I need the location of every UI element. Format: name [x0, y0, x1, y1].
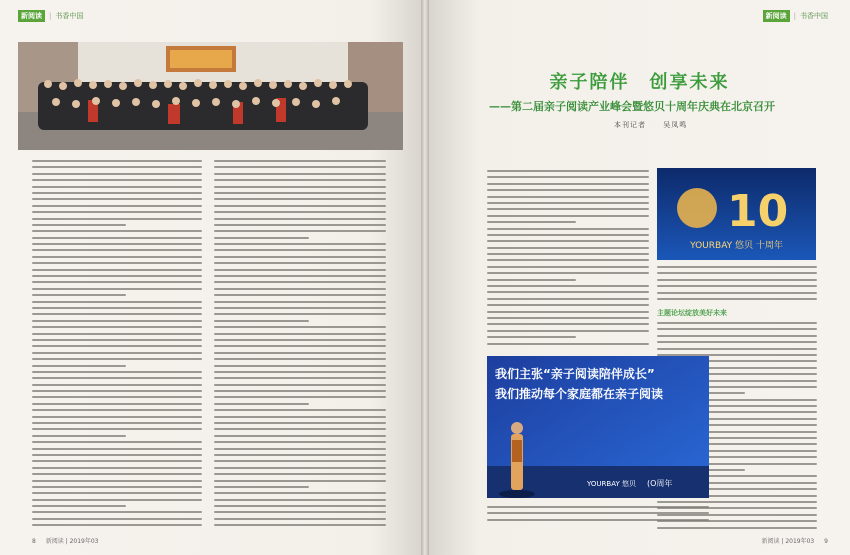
text-line — [487, 170, 649, 172]
text-line — [487, 208, 649, 210]
text-line — [214, 179, 386, 181]
footer-text: 新阅读 | 2019年03 — [761, 538, 815, 545]
right-text-column-2a — [657, 266, 817, 306]
text-line — [32, 409, 202, 411]
text-line — [32, 396, 202, 398]
text-line — [32, 390, 202, 392]
text-line — [32, 345, 202, 347]
text-line — [657, 298, 817, 300]
text-line — [487, 512, 709, 514]
text-line — [214, 173, 386, 175]
text-line — [32, 473, 202, 475]
article-title: 亲子陪伴 创享未来 — [549, 72, 730, 93]
text-line — [32, 320, 202, 322]
text-line — [487, 176, 649, 178]
text-line — [214, 262, 386, 264]
text-line — [214, 518, 386, 520]
poster-caption: YOURBAY 悠贝 十周年 — [690, 241, 783, 251]
byline — [614, 120, 701, 130]
text-line — [214, 281, 386, 283]
text-line — [487, 253, 649, 255]
page-number: 9 — [824, 538, 828, 545]
text-line — [32, 288, 202, 290]
text-line — [32, 454, 202, 456]
text-line — [214, 365, 386, 367]
text-line — [487, 183, 649, 185]
banner-logo: YOURBAY 悠贝 — [587, 480, 636, 488]
text-line — [214, 416, 386, 418]
text-line — [657, 285, 817, 287]
text-line — [32, 224, 126, 226]
text-line — [214, 473, 386, 475]
text-line — [32, 352, 202, 354]
text-line — [487, 291, 649, 293]
left-text-column-1 — [32, 160, 202, 530]
text-line — [214, 403, 309, 405]
text-line — [214, 288, 386, 290]
text-line — [487, 228, 649, 230]
text-line — [214, 384, 386, 386]
text-line — [32, 198, 202, 200]
article-subtitle: ——第二届亲子阅读产业峰会暨悠贝十周年庆典在北京召开 — [489, 100, 775, 113]
text-line — [487, 506, 709, 508]
text-line — [32, 441, 202, 443]
text-line — [32, 339, 202, 341]
text-line — [214, 352, 386, 354]
text-line — [32, 467, 202, 469]
right-text-bottom — [487, 506, 709, 528]
byline-role: 本刊记者 — [614, 121, 646, 129]
group-photo — [18, 42, 403, 150]
text-line — [487, 221, 576, 223]
text-line — [657, 279, 817, 281]
left-page — [0, 0, 421, 555]
text-line — [214, 237, 309, 239]
text-line — [32, 460, 202, 462]
text-line — [214, 339, 386, 341]
section-label: 书香中国 — [55, 12, 84, 20]
text-line — [487, 519, 709, 521]
text-line — [32, 416, 202, 418]
text-line — [214, 320, 309, 322]
text-line — [214, 186, 386, 188]
text-line — [214, 249, 386, 251]
text-line — [487, 323, 649, 325]
text-line — [214, 243, 386, 245]
text-line — [32, 262, 202, 264]
text-line — [32, 281, 202, 283]
text-line — [32, 358, 202, 360]
anniversary-poster-image — [657, 168, 816, 260]
text-line — [487, 298, 649, 300]
text-line — [214, 192, 386, 194]
text-line — [32, 403, 202, 405]
text-line — [214, 454, 386, 456]
text-line — [32, 294, 126, 296]
text-line — [32, 505, 126, 507]
text-line — [487, 285, 649, 287]
text-line — [214, 301, 386, 303]
text-line — [32, 275, 202, 277]
text-line — [32, 480, 202, 482]
page-number: 8 — [32, 538, 36, 545]
text-line — [32, 249, 202, 251]
text-line — [32, 371, 202, 373]
text-line — [214, 230, 386, 232]
magazine-logo: 新阅读 — [18, 10, 45, 22]
text-line — [487, 317, 649, 319]
text-line — [32, 486, 202, 488]
text-line — [32, 243, 202, 245]
text-line — [32, 524, 202, 526]
text-line — [657, 341, 817, 343]
text-line — [32, 237, 202, 239]
text-line — [32, 269, 202, 271]
text-line — [487, 202, 649, 204]
text-line — [214, 390, 386, 392]
right-page-header: 新阅读 | 书香中国 — [763, 10, 828, 22]
text-line — [214, 486, 309, 488]
section-heading: 主题论坛绽放美好未来 — [657, 309, 727, 317]
text-line — [214, 428, 386, 430]
text-line — [32, 435, 126, 437]
text-line — [32, 492, 202, 494]
text-line — [32, 518, 202, 520]
text-line — [487, 234, 649, 236]
text-line — [214, 467, 386, 469]
text-line — [214, 524, 386, 526]
text-line — [214, 269, 386, 271]
text-line — [487, 247, 649, 249]
text-line — [214, 345, 386, 347]
text-line — [214, 275, 386, 277]
text-line — [487, 336, 576, 338]
spine-gutter — [421, 0, 429, 555]
text-line — [32, 448, 202, 450]
text-line — [487, 240, 649, 242]
text-line — [487, 189, 649, 191]
text-line — [487, 196, 649, 198]
text-line — [657, 328, 817, 330]
text-line — [32, 192, 202, 194]
text-line — [32, 384, 202, 386]
right-page-footer — [762, 536, 829, 545]
text-line — [32, 230, 202, 232]
section-label: 书香中国 — [800, 12, 828, 20]
text-line — [214, 435, 386, 437]
text-line — [214, 377, 386, 379]
speaker-stage-photo — [487, 356, 709, 498]
text-line — [657, 292, 817, 294]
text-line — [32, 211, 202, 213]
text-line — [32, 307, 202, 309]
text-line — [214, 409, 386, 411]
text-line — [214, 358, 386, 360]
text-line — [487, 215, 649, 217]
poster-big-number: 10 — [727, 186, 789, 237]
text-line — [214, 313, 386, 315]
text-line — [32, 173, 202, 175]
text-line — [32, 333, 202, 335]
text-line — [487, 311, 649, 313]
text-line — [214, 396, 386, 398]
text-line — [214, 205, 386, 207]
text-line — [214, 499, 386, 501]
text-line — [657, 335, 817, 337]
text-line — [214, 492, 386, 494]
text-line — [657, 272, 817, 274]
text-line — [214, 160, 386, 162]
text-line — [214, 441, 386, 443]
text-line — [32, 422, 202, 424]
left-page-footer — [32, 536, 99, 545]
text-line — [32, 499, 202, 501]
byline-name: 吴凤鸣 — [663, 121, 688, 129]
text-line — [32, 301, 202, 303]
footer-text: 新阅读 | 2019年03 — [45, 538, 99, 545]
text-line — [32, 179, 202, 181]
text-line — [657, 501, 817, 503]
text-line — [32, 186, 202, 188]
text-line — [214, 218, 386, 220]
text-line — [214, 326, 386, 328]
text-line — [657, 348, 817, 350]
text-line — [487, 304, 649, 306]
text-line — [214, 294, 386, 296]
banner-line-1: 我们主张“亲子阅读陪伴成长” — [495, 367, 655, 381]
text-line — [657, 266, 817, 268]
right-text-column-1 — [487, 170, 649, 350]
text-line — [487, 272, 649, 274]
text-line — [214, 422, 386, 424]
text-line — [487, 266, 649, 268]
text-line — [214, 198, 386, 200]
text-line — [214, 511, 386, 513]
text-line — [214, 307, 386, 309]
text-line — [32, 326, 202, 328]
text-line — [214, 371, 386, 373]
text-line — [214, 333, 386, 335]
text-line — [32, 428, 202, 430]
text-line — [214, 448, 386, 450]
text-line — [32, 377, 202, 379]
text-line — [32, 256, 202, 258]
text-line — [32, 218, 202, 220]
banner-line-2: 我们推动每个家庭都在亲子阅读 — [495, 387, 664, 401]
text-line — [32, 160, 202, 162]
banner-tag: (O周年 — [647, 479, 673, 488]
text-line — [214, 224, 386, 226]
text-line — [32, 365, 126, 367]
text-line — [657, 322, 817, 324]
text-line — [214, 256, 386, 258]
text-line — [214, 460, 386, 462]
text-line — [487, 330, 649, 332]
magazine-logo: 新阅读 — [763, 10, 790, 22]
text-line — [487, 259, 649, 261]
text-line — [32, 313, 202, 315]
text-line — [32, 166, 202, 168]
text-line — [214, 211, 386, 213]
text-line — [214, 505, 386, 507]
text-line — [32, 511, 202, 513]
left-text-column-2 — [214, 160, 386, 530]
text-line — [214, 480, 386, 482]
text-line — [487, 343, 649, 345]
text-line — [487, 279, 576, 281]
right-page — [429, 0, 850, 555]
text-line — [32, 205, 202, 207]
left-page-header: 新阅读 | 书香中国 — [18, 10, 83, 22]
text-line — [214, 166, 386, 168]
